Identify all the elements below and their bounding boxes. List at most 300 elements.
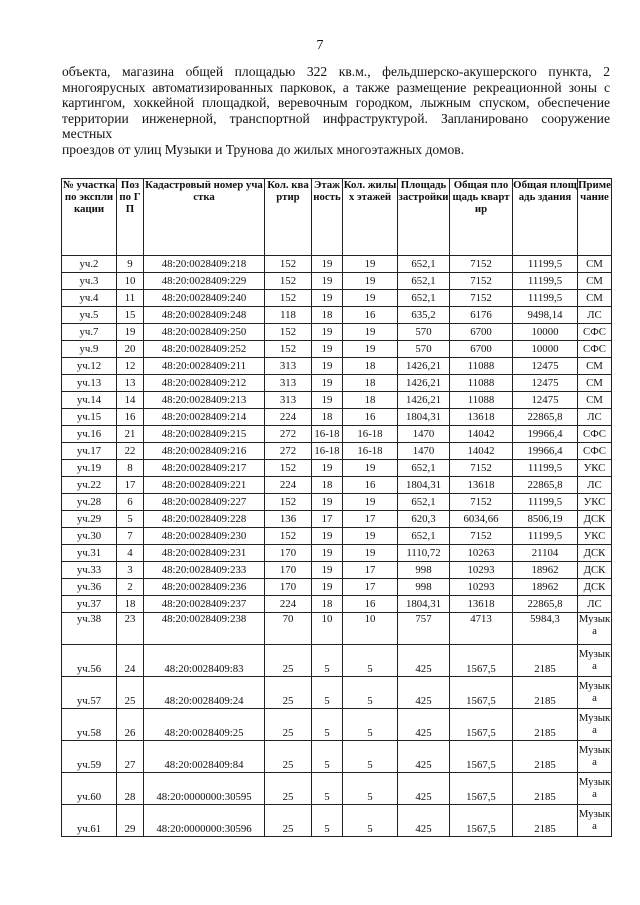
cell-plot: уч.9 [62,341,117,358]
cell-note: Музыка [578,741,612,773]
cell-footprint: 570 [398,341,450,358]
cell-position: 3 [117,562,144,579]
paragraph-tail: проездов от улиц Музыки и Трунова до жилых многоэтажных домов. [62,141,465,157]
cell-apartments: 70 [265,613,312,645]
cell-apartments: 224 [265,596,312,613]
cell-floors: 19 [343,545,398,562]
cell-footprint: 1804,31 [398,596,450,613]
cell-position: 2 [117,579,144,596]
cell-apartments: 272 [265,426,312,443]
cell-plot: уч.33 [62,562,117,579]
cell-building-area: 12475 [513,375,578,392]
cell-floors: 16-18 [343,426,398,443]
cell-footprint: 1426,21 [398,358,450,375]
table-row [62,341,612,358]
cell-apartments: 170 [265,545,312,562]
cell-plot: уч.29 [62,511,117,528]
cell-apartments: 136 [265,511,312,528]
cell-plot: уч.57 [62,677,117,709]
table-row [62,409,612,426]
table-row [62,273,612,290]
cell-storeys: 19 [312,528,343,545]
cell-floors: 10 [343,613,398,645]
table-body [62,256,612,837]
cell-apartments: 25 [265,645,312,677]
cell-cadastral: 48:20:0028409:227 [144,494,265,511]
cell-note: УКС [578,460,612,477]
cell-apartments: 25 [265,773,312,805]
cell-building-area: 2185 [513,805,578,837]
cell-plot: уч.17 [62,443,117,460]
cell-storeys: 19 [312,562,343,579]
paragraph-main: объекта, магазина общей площадью 322 кв.м., фельдшерско-акушерского пункта, 2 многоярусных автоматизированных парковок, а также размещение рекреационной зоны с картингом, хоккейной площадкой, веревочным городком, лыжным спуском, обеспечение территории инженерной, транспортной инфраструктурой. Запланировано сооружение местных [62,64,610,141]
cell-floors: 19 [343,324,398,341]
cell-cadastral: 48:20:0028409:214 [144,409,265,426]
cell-footprint: 652,1 [398,273,450,290]
cell-position: 23 [117,613,144,645]
cell-footprint: 998 [398,562,450,579]
cell-apartments-area: 7152 [450,256,513,273]
cell-footprint: 425 [398,645,450,677]
cell-note: СФС [578,426,612,443]
cell-apartments: 152 [265,460,312,477]
cell-plot: уч.38 [62,613,117,645]
cell-position: 27 [117,741,144,773]
cell-building-area: 9498,14 [513,307,578,324]
header-apartments: Кол. квартир [265,179,312,256]
cell-floors: 18 [343,358,398,375]
cell-apartments-area: 7152 [450,273,513,290]
header-plot-number: № участка по экспликации [62,179,117,256]
cell-note: УКС [578,494,612,511]
cell-footprint: 652,1 [398,460,450,477]
cell-plot: уч.12 [62,358,117,375]
cell-floors: 17 [343,579,398,596]
cell-floors: 19 [343,290,398,307]
cell-apartments: 272 [265,443,312,460]
cell-position: 26 [117,709,144,741]
table-row [62,579,612,596]
cell-cadastral: 48:20:0028409:84 [144,741,265,773]
cell-position: 15 [117,307,144,324]
cell-cadastral: 48:20:0028409:240 [144,290,265,307]
cell-note: Музыка [578,645,612,677]
cell-apartments-area: 1567,5 [450,741,513,773]
cell-building-area: 22865,8 [513,477,578,494]
cell-apartments-area: 6700 [450,341,513,358]
cell-apartments: 224 [265,477,312,494]
cell-storeys: 5 [312,805,343,837]
cell-building-area: 18962 [513,579,578,596]
cell-plot: уч.3 [62,273,117,290]
cell-plot: уч.56 [62,645,117,677]
cell-apartments: 224 [265,409,312,426]
cell-building-area: 2185 [513,773,578,805]
cell-floors: 19 [343,528,398,545]
header-footprint-area: Площадь застройки [398,179,450,256]
cell-cadastral: 48:20:0028409:230 [144,528,265,545]
cell-position: 6 [117,494,144,511]
table-row [62,426,612,443]
cell-building-area: 2185 [513,645,578,677]
cell-apartments-area: 13618 [450,409,513,426]
cell-cadastral: 48:20:0028409:233 [144,562,265,579]
cell-footprint: 998 [398,579,450,596]
cell-building-area: 22865,8 [513,409,578,426]
cell-building-area: 11199,5 [513,290,578,307]
table-row [62,477,612,494]
cell-cadastral: 48:20:0028409:215 [144,426,265,443]
cell-apartments: 152 [265,256,312,273]
cell-floors: 16 [343,409,398,426]
cell-storeys: 5 [312,741,343,773]
cell-floors: 16 [343,477,398,494]
cell-note: ЛС [578,307,612,324]
cell-cadastral: 48:20:0028409:237 [144,596,265,613]
cell-footprint: 1426,21 [398,375,450,392]
cell-storeys: 5 [312,645,343,677]
cell-position: 17 [117,477,144,494]
cell-building-area: 11199,5 [513,494,578,511]
cell-apartments-area: 11088 [450,358,513,375]
cell-building-area: 2185 [513,741,578,773]
cell-building-area: 2185 [513,709,578,741]
cell-position: 25 [117,677,144,709]
header-cadastral-number: Кадастровый номер участка [144,179,265,256]
table-row [62,358,612,375]
cell-position: 18 [117,596,144,613]
cell-note: СМ [578,358,612,375]
cell-building-area: 10000 [513,341,578,358]
cell-apartments-area: 7152 [450,528,513,545]
cell-cadastral: 48:20:0028409:228 [144,511,265,528]
cell-storeys: 19 [312,460,343,477]
cell-cadastral: 48:20:0028409:250 [144,324,265,341]
cell-plot: уч.59 [62,741,117,773]
cell-building-area: 22865,8 [513,596,578,613]
cell-storeys: 19 [312,375,343,392]
cell-storeys: 19 [312,494,343,511]
land-plots-table [61,178,612,837]
cell-footprint: 1110,72 [398,545,450,562]
header-residential-floors: Кол. жилых этажей [343,179,398,256]
cell-cadastral: 48:20:0028409:212 [144,375,265,392]
table-row [62,545,612,562]
cell-apartments: 152 [265,528,312,545]
cell-position: 20 [117,341,144,358]
cell-apartments: 313 [265,392,312,409]
cell-floors: 18 [343,392,398,409]
cell-note: СФС [578,443,612,460]
cell-storeys: 17 [312,511,343,528]
cell-apartments-area: 1567,5 [450,773,513,805]
cell-cadastral: 48:20:0028409:218 [144,256,265,273]
cell-note: УКС [578,528,612,545]
cell-plot: уч.13 [62,375,117,392]
cell-storeys: 18 [312,409,343,426]
cell-floors: 19 [343,460,398,477]
cell-footprint: 757 [398,613,450,645]
cell-floors: 19 [343,273,398,290]
cell-floors: 17 [343,511,398,528]
cell-apartments-area: 7152 [450,494,513,511]
cell-note: ДСК [578,545,612,562]
body-paragraph [62,64,610,157]
cell-footprint: 1804,31 [398,409,450,426]
header-building-area: Общая площадь здания [513,179,578,256]
cell-floors: 19 [343,256,398,273]
cell-cadastral: 48:20:0028409:252 [144,341,265,358]
cell-footprint: 652,1 [398,528,450,545]
cell-position: 22 [117,443,144,460]
cell-footprint: 425 [398,773,450,805]
cell-position: 24 [117,645,144,677]
cell-apartments-area: 6034,66 [450,511,513,528]
cell-building-area: 10000 [513,324,578,341]
table-row [62,307,612,324]
cell-position: 11 [117,290,144,307]
cell-cadastral: 48:20:0028409:236 [144,579,265,596]
cell-position: 12 [117,358,144,375]
cell-plot: уч.15 [62,409,117,426]
page-number: 7 [316,38,324,53]
cell-plot: уч.14 [62,392,117,409]
cell-plot: уч.36 [62,579,117,596]
cell-plot: уч.4 [62,290,117,307]
table-row [62,460,612,477]
cell-cadastral: 48:20:0028409:216 [144,443,265,460]
cell-apartments-area: 11088 [450,375,513,392]
cell-storeys: 18 [312,307,343,324]
cell-apartments-area: 11088 [450,392,513,409]
cell-note: СФС [578,341,612,358]
cell-position: 28 [117,773,144,805]
cell-apartments: 25 [265,741,312,773]
cell-apartments-area: 13618 [450,596,513,613]
cell-apartments: 118 [265,307,312,324]
cell-footprint: 620,3 [398,511,450,528]
cell-apartments: 152 [265,324,312,341]
cell-apartments: 152 [265,341,312,358]
cell-note: Музыка [578,773,612,805]
cell-note: ЛС [578,409,612,426]
cell-plot: уч.61 [62,805,117,837]
cell-apartments: 170 [265,562,312,579]
cell-apartments-area: 1567,5 [450,677,513,709]
cell-building-area: 19966,4 [513,443,578,460]
cell-cadastral: 48:20:0028409:229 [144,273,265,290]
table-row [62,645,612,677]
cell-storeys: 19 [312,324,343,341]
cell-cadastral: 48:20:0028409:24 [144,677,265,709]
cell-cadastral: 48:20:0028409:248 [144,307,265,324]
cell-apartments: 313 [265,375,312,392]
cell-apartments: 152 [265,494,312,511]
cell-floors: 19 [343,341,398,358]
cell-plot: уч.31 [62,545,117,562]
header-position: Поз по ГП [117,179,144,256]
cell-floors: 17 [343,562,398,579]
cell-floors: 19 [343,494,398,511]
cell-cadastral: 48:20:0028409:25 [144,709,265,741]
cell-note: Музыка [578,677,612,709]
cell-position: 5 [117,511,144,528]
table-row [62,511,612,528]
cell-floors: 5 [343,677,398,709]
cell-floors: 5 [343,741,398,773]
cell-cadastral: 48:20:0028409:217 [144,460,265,477]
cell-plot: уч.30 [62,528,117,545]
table-row [62,256,612,273]
cell-storeys: 19 [312,545,343,562]
cell-floors: 16-18 [343,443,398,460]
cell-floors: 5 [343,645,398,677]
cell-position: 29 [117,805,144,837]
cell-footprint: 425 [398,805,450,837]
cell-plot: уч.60 [62,773,117,805]
cell-footprint: 425 [398,677,450,709]
cell-apartments-area: 10263 [450,545,513,562]
cell-position: 4 [117,545,144,562]
cell-cadastral: 48:20:0028409:83 [144,645,265,677]
header-note: Примечание [578,179,612,256]
header-apartments-area: Общая площадь квартир [450,179,513,256]
cell-note: СМ [578,392,612,409]
cell-note: СМ [578,273,612,290]
cell-building-area: 19966,4 [513,426,578,443]
cell-cadastral: 48:20:0028409:213 [144,392,265,409]
cell-note: Музыка [578,613,612,645]
cell-building-area: 21104 [513,545,578,562]
header-storeys: Этажность [312,179,343,256]
cell-storeys: 5 [312,709,343,741]
cell-footprint: 1470 [398,426,450,443]
cell-apartments-area: 13618 [450,477,513,494]
table-row [62,677,612,709]
cell-plot: уч.28 [62,494,117,511]
cell-position: 14 [117,392,144,409]
cell-storeys: 19 [312,392,343,409]
cell-note: ЛС [578,596,612,613]
cell-plot: уч.58 [62,709,117,741]
cell-note: СМ [578,375,612,392]
cell-apartments: 152 [265,290,312,307]
cell-footprint: 1470 [398,443,450,460]
table-row [62,392,612,409]
cell-note: СМ [578,256,612,273]
cell-apartments-area: 6176 [450,307,513,324]
cell-apartments: 313 [265,358,312,375]
cell-apartments-area: 1567,5 [450,709,513,741]
cell-floors: 18 [343,375,398,392]
cell-floors: 5 [343,805,398,837]
cell-cadastral: 48:20:0000000:30596 [144,805,265,837]
cell-cadastral: 48:20:0028409:211 [144,358,265,375]
cell-footprint: 652,1 [398,494,450,511]
cell-storeys: 19 [312,358,343,375]
cell-storeys: 19 [312,256,343,273]
cell-footprint: 635,2 [398,307,450,324]
cell-building-area: 5984,3 [513,613,578,645]
cell-note: Музыка [578,709,612,741]
cell-note: Музыка [578,805,612,837]
cell-building-area: 11199,5 [513,256,578,273]
cell-cadastral: 48:20:0028409:231 [144,545,265,562]
cell-plot: уч.7 [62,324,117,341]
cell-footprint: 570 [398,324,450,341]
cell-plot: уч.22 [62,477,117,494]
cell-apartments: 25 [265,709,312,741]
cell-building-area: 8506,19 [513,511,578,528]
cell-building-area: 12475 [513,358,578,375]
table-row [62,596,612,613]
cell-storeys: 19 [312,290,343,307]
cell-apartments: 25 [265,805,312,837]
table-row [62,443,612,460]
cell-note: ДСК [578,579,612,596]
cell-cadastral: 48:20:0028409:238 [144,613,265,645]
table-row [62,773,612,805]
table-row [62,709,612,741]
cell-footprint: 1804,31 [398,477,450,494]
table-row [62,613,612,645]
table-row [62,528,612,545]
cell-position: 16 [117,409,144,426]
cell-apartments-area: 4713 [450,613,513,645]
cell-floors: 5 [343,773,398,805]
cell-note: СФС [578,324,612,341]
cell-note: ДСК [578,562,612,579]
table-row [62,741,612,773]
cell-footprint: 425 [398,709,450,741]
cell-position: 10 [117,273,144,290]
cell-storeys: 5 [312,773,343,805]
cell-building-area: 18962 [513,562,578,579]
cell-footprint: 1426,21 [398,392,450,409]
table-row [62,805,612,837]
cell-plot: уч.16 [62,426,117,443]
cell-apartments-area: 14042 [450,443,513,460]
cell-position: 19 [117,324,144,341]
cell-footprint: 652,1 [398,290,450,307]
cell-note: ДСК [578,511,612,528]
cell-storeys: 19 [312,579,343,596]
cell-cadastral: 48:20:0028409:221 [144,477,265,494]
cell-building-area: 11199,5 [513,460,578,477]
cell-storeys: 18 [312,596,343,613]
table-row [62,375,612,392]
cell-apartments-area: 7152 [450,460,513,477]
cell-cadastral: 48:20:0000000:30595 [144,773,265,805]
cell-building-area: 11199,5 [513,528,578,545]
cell-apartments-area: 10293 [450,562,513,579]
cell-apartments: 152 [265,273,312,290]
cell-storeys: 16-18 [312,443,343,460]
cell-building-area: 2185 [513,677,578,709]
cell-apartments-area: 10293 [450,579,513,596]
table-row [62,562,612,579]
cell-building-area: 12475 [513,392,578,409]
cell-apartments-area: 1567,5 [450,805,513,837]
cell-position: 21 [117,426,144,443]
cell-position: 9 [117,256,144,273]
table-row [62,290,612,307]
cell-footprint: 652,1 [398,256,450,273]
cell-floors: 16 [343,596,398,613]
cell-position: 7 [117,528,144,545]
cell-apartments-area: 6700 [450,324,513,341]
cell-position: 13 [117,375,144,392]
